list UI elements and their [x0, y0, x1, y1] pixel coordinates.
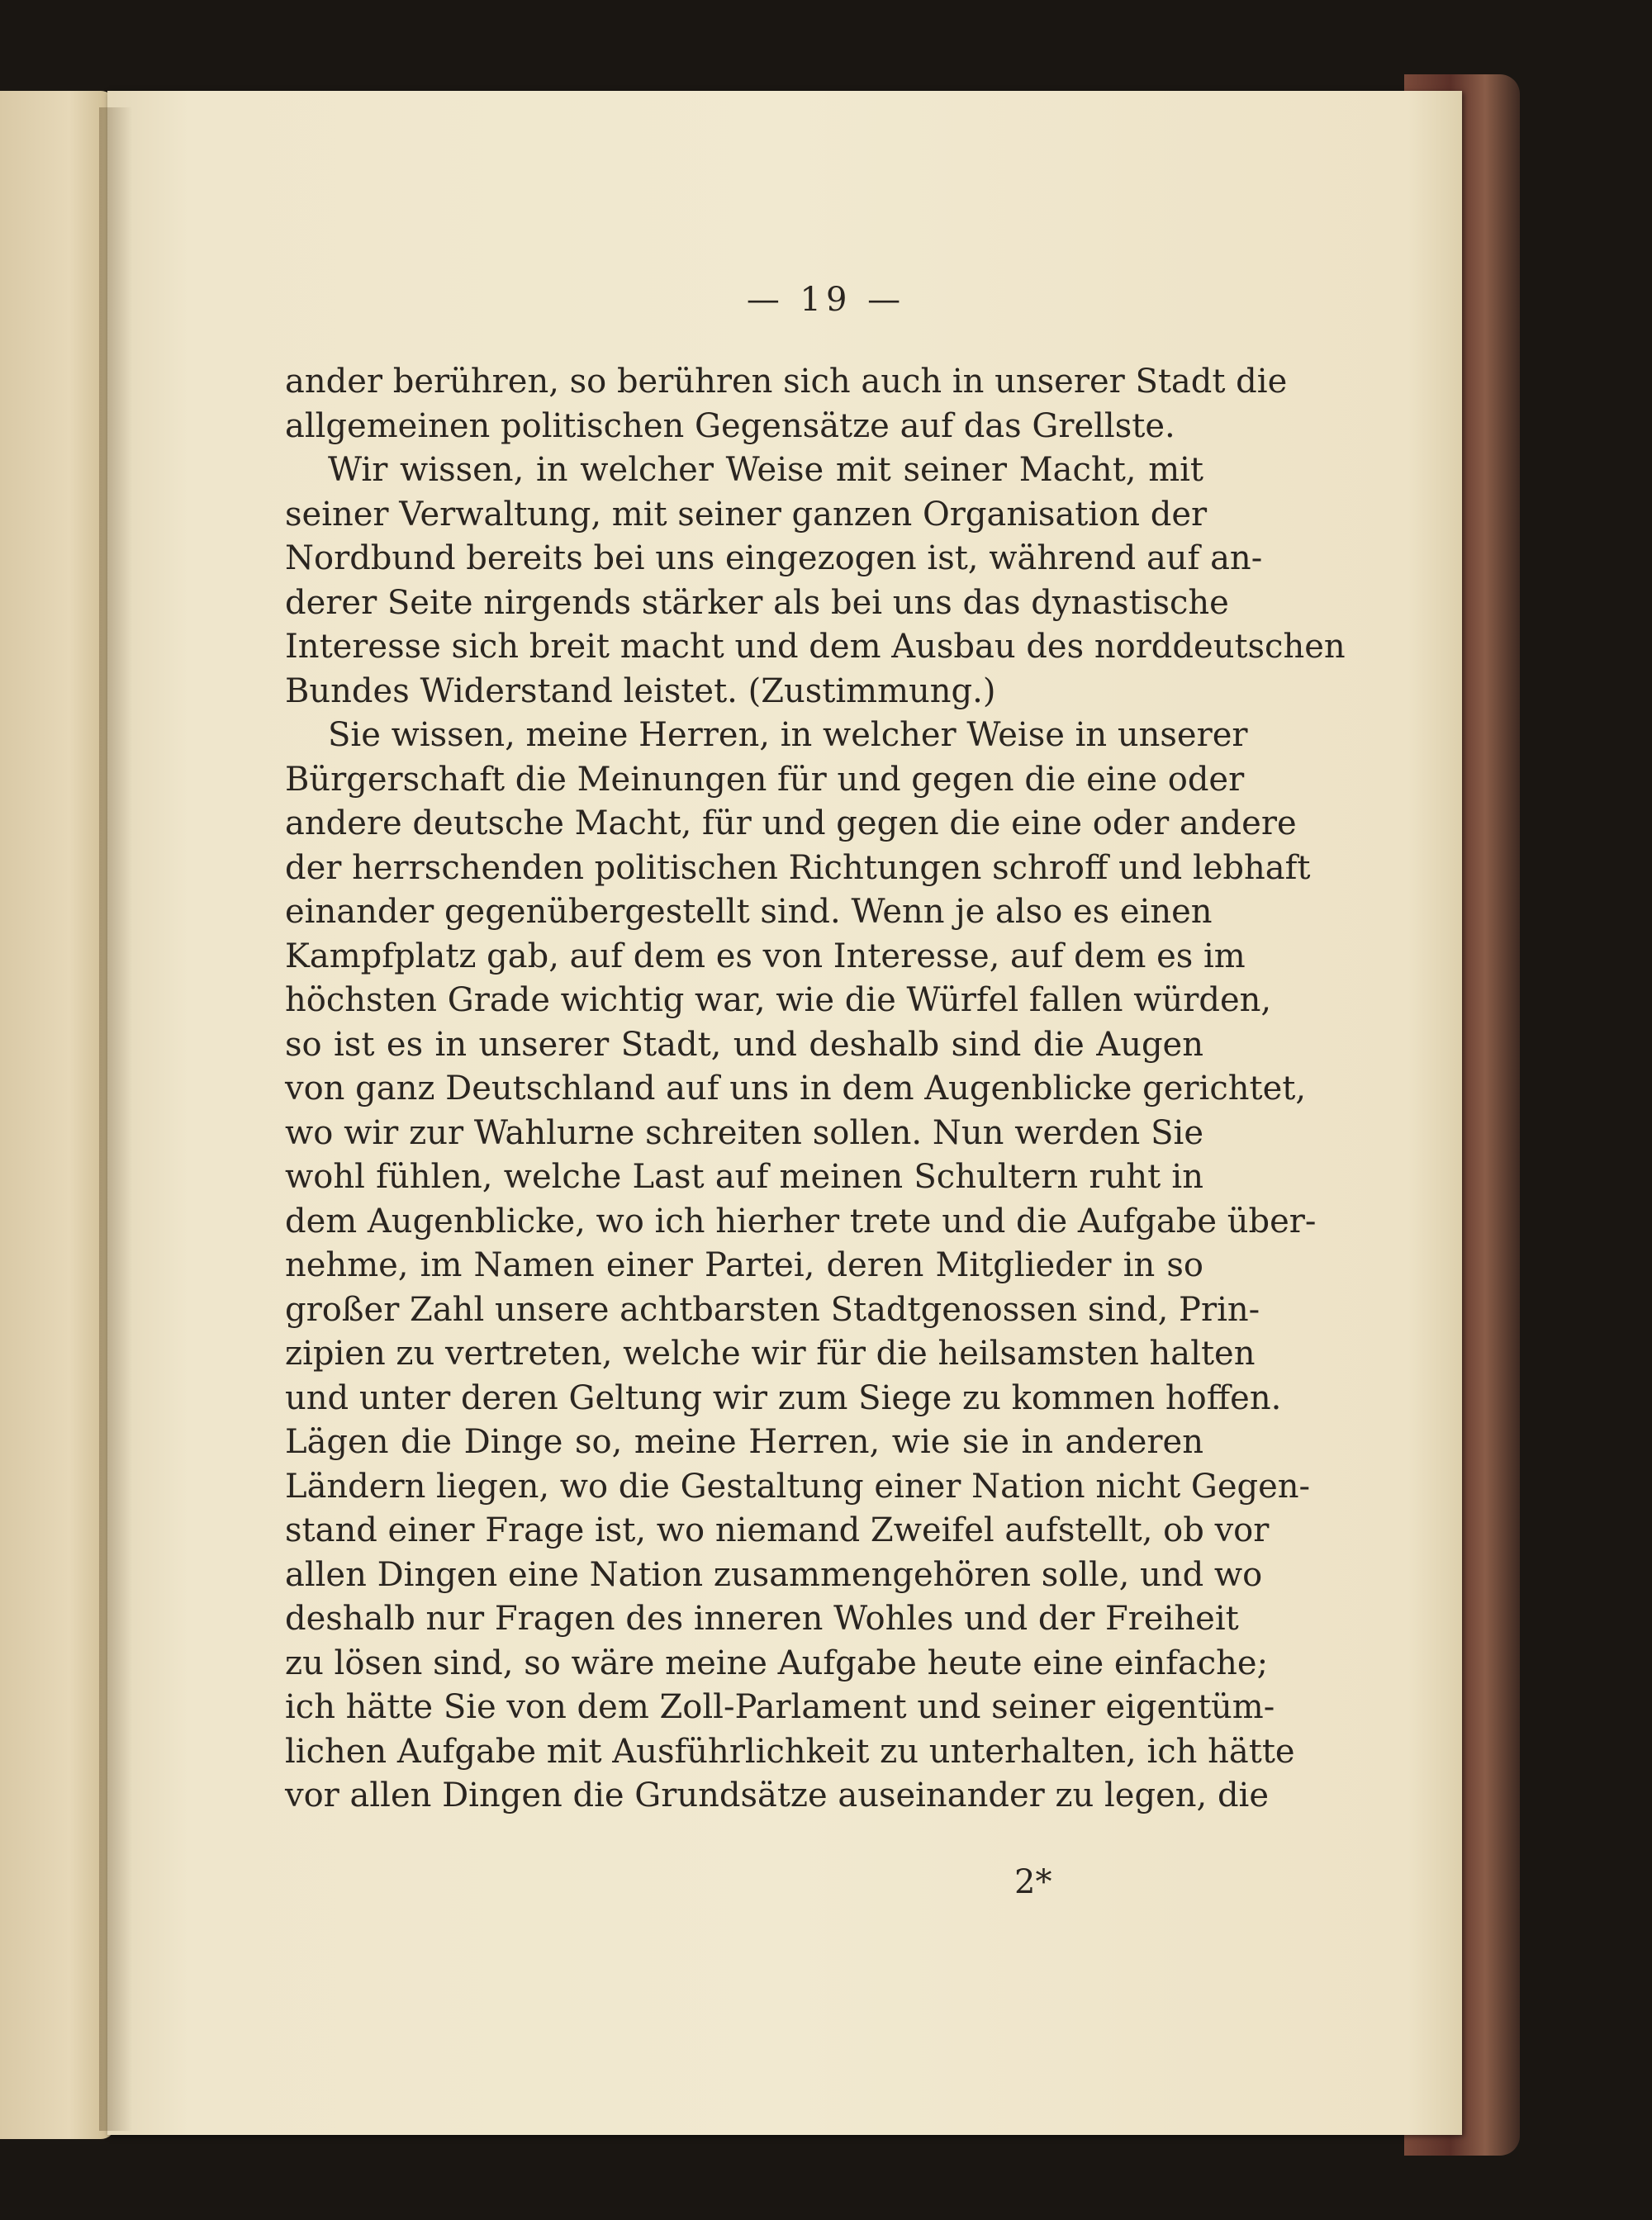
text-line: großer Zahl unsere achtbarsten Stadtgenossen sind, Prin- [285, 1290, 1260, 1329]
text-line: zu lösen sind, so wäre meine Aufgabe heute eine einfache; [285, 1644, 1269, 1682]
text-line: Ländern liegen, wo die Gestaltung einer Nation nicht Gegen- [285, 1467, 1311, 1506]
text-line: und unter deren Geltung wir zum Siege zu kommen hoffen. [285, 1378, 1282, 1417]
text-line: derer Seite nirgends stärker als bei uns das dynastische [285, 583, 1229, 622]
text-line: von ganz Deutschland auf uns in dem Augenblicke gerichtet, [285, 1070, 1307, 1108]
text-line: Wir wissen, in welcher Weise mit seiner Macht, mit [328, 451, 1203, 489]
text-line: stand einer Frage ist, wo niemand Zweifel aufstellt, ob vor [285, 1511, 1270, 1549]
signature-mark: 2* [1014, 1863, 1052, 1901]
text-line: seiner Verwaltung, mit seiner ganzen Organisation der [285, 495, 1208, 534]
text-line: Kampfplatz gab, auf dem es von Interesse, auf dem es im [285, 937, 1246, 975]
text-line: Bundes Widerstand leistet. (Zustimmung.) [285, 671, 996, 710]
text-line: nehme, im Namen einer Partei, deren Mitglieder in so [285, 1246, 1203, 1284]
text-line: dem Augenblicke, wo ich hierher trete und die Aufgabe über- [285, 1202, 1317, 1240]
text-line: allen Dingen eine Nation zusammengehören solle, und wo [285, 1555, 1263, 1594]
left-page-edge [0, 91, 116, 2139]
text-line: Lägen die Dinge so, meine Herren, wie sie in anderen [285, 1423, 1203, 1461]
text-line: allgemeinen politischen Gegensätze auf das Grellste. [285, 406, 1175, 445]
text-line: wo wir zur Wahlurne schreiten sollen. Nun werden Sie [285, 1113, 1203, 1152]
text-line: Interesse sich breit macht und dem Ausbau des norddeutschen [285, 628, 1346, 666]
page-body-text [285, 360, 1346, 1819]
text-line: Sie wissen, meine Herren, in welcher Weise in unserer [328, 716, 1248, 754]
page-gutter-shadow [99, 107, 132, 2131]
page-number-header: — 19 — [746, 281, 906, 319]
text-line: Bürgerschaft die Meinungen für und gegen die eine oder [285, 760, 1245, 799]
text-line: andere deutsche Macht, für und gegen die eine oder andere [285, 804, 1297, 842]
text-line: lichen Aufgabe mit Ausführlichkeit zu unterhalten, ich hätte [285, 1732, 1295, 1771]
text-line: höchsten Grade wichtig war, wie die Würfel fallen würden, [285, 981, 1272, 1019]
text-line: deshalb nur Fragen des inneren Wohles und der Freiheit [285, 1600, 1239, 1638]
text-line: ander berühren, so berühren sich auch in unserer Stadt die [285, 363, 1288, 401]
text-line: Nordbund bereits bei uns eingezogen ist, während auf an- [285, 539, 1263, 577]
text-line: ich hätte Sie von dem Zoll-Parlament und seiner eigentüm- [285, 1688, 1275, 1726]
text-line: zipien zu vertreten, welche wir für die heilsamsten halten [285, 1335, 1256, 1373]
text-line: einander gegenübergestellt sind. Wenn je also es einen [285, 893, 1213, 931]
text-line: vor allen Dingen die Grundsätze auseinander zu legen, die [285, 1776, 1270, 1814]
text-line: der herrschenden politischen Richtungen schroff und lebhaft [285, 848, 1311, 887]
text-line: wohl fühlen, welche Last auf meinen Schultern ruht in [285, 1158, 1203, 1196]
text-line: so ist es in unserer Stadt, und deshalb sind die Augen [285, 1025, 1203, 1064]
